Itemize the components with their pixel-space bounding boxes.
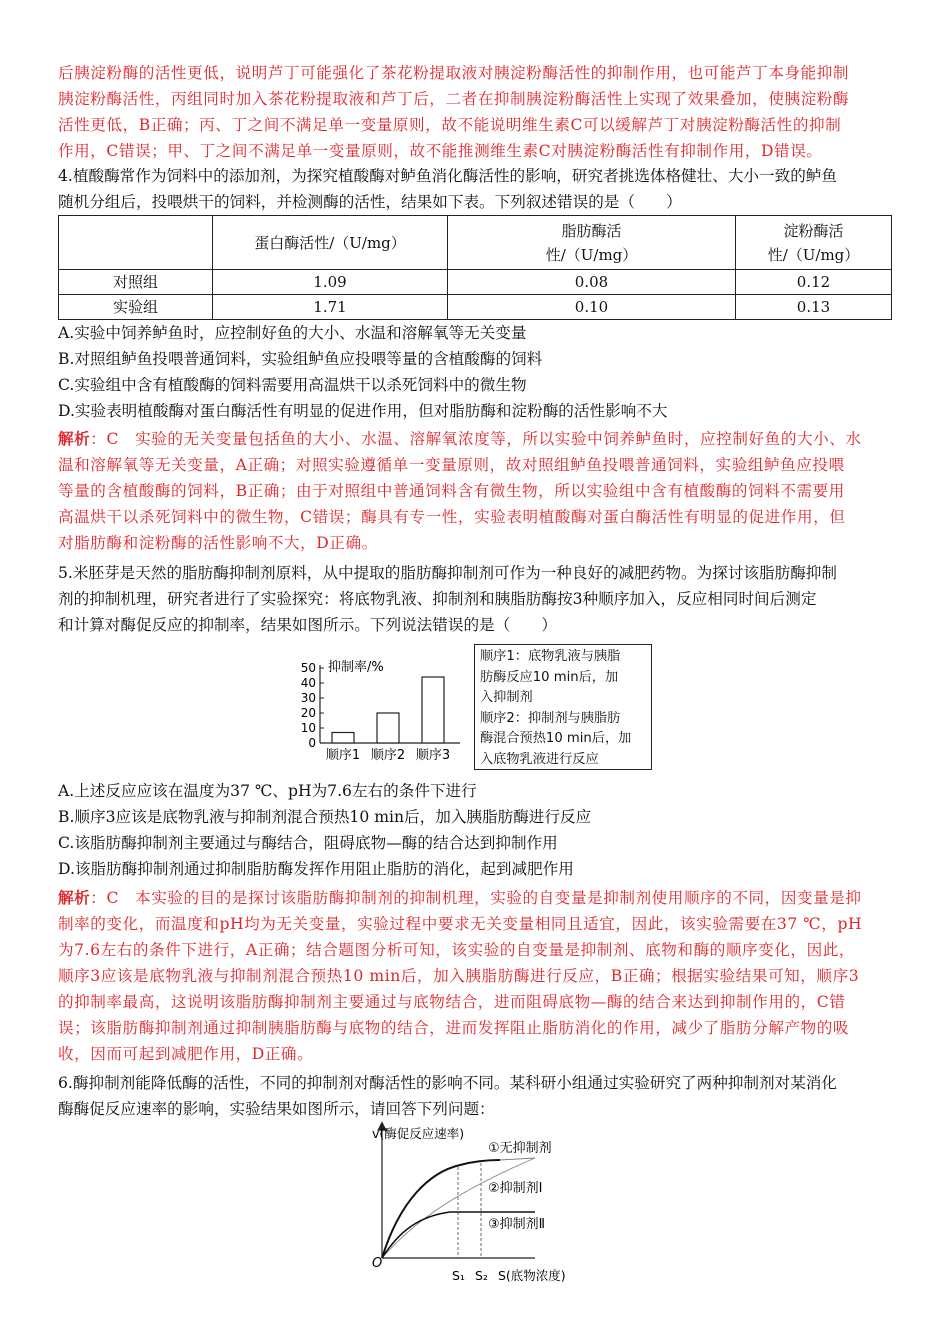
origin-label: O: [372, 1256, 383, 1271]
legend-line: 肪酶反应10 min后，加: [480, 669, 619, 685]
text-line: 后胰淀粉酶的活性更低，说明芦丁可能强化了茶花粉提取液对胰淀粉酶活性的抑制作用，也可能芦丁本身能抑制: [58, 64, 850, 82]
series-label: ③抑制剂Ⅱ: [488, 1217, 546, 1232]
text-line: 和计算对酶促反应的抑制率，结果如图所示。下列说法错误的是（ ）: [58, 616, 558, 634]
header-line: 淀粉酶活: [783, 221, 844, 240]
enzyme-table: [58, 215, 892, 320]
text-line: 温和溶解氧等无关变量，A正确；对照实验遵循单一变量原则，故对照组鲈鱼投喂普通饲料，实验组鲈鱼应投喂: [58, 456, 845, 474]
option-c: C.实验组中含有植酸酶的饲料需要用高温烘干以杀死饲料中的微生物: [58, 376, 527, 394]
text-line: 收，因而可起到减肥作用，D正确。: [58, 1045, 314, 1063]
text-line: 6.酶抑制剂能降低酶的活性，不同的抑制剂对酶活性的影响不同。某科研小组通过实验研究了两种抑制剂对某消化: [58, 1074, 837, 1092]
text-line: 对脂肪酶和淀粉酶的活性影响不大，D正确。: [58, 534, 378, 552]
curve-no-inhibitor: [382, 1160, 500, 1258]
text-line: 4.植酸酶常作为饲料中的添加剂，为探究植酸酶对鲈鱼消化酶活性的影响，研究者挑选体格健壮、大小一致的鲈鱼: [58, 167, 837, 185]
s1-label: S₁: [452, 1268, 465, 1283]
q5-options: [58, 778, 892, 882]
legend-line: 顺序1：底物乳液与胰脂: [480, 649, 621, 664]
text-line: 顺序3应该是底物乳液与抑制剂混合预热10 min后，加入胰脂肪酶进行反应，B正确；根据实验结果可知，顺序3: [58, 967, 860, 985]
text-line: 酶酶促反应速率的影响，实验结果如图所示，请回答下列问题：: [58, 1100, 495, 1118]
header-line: 性/（U/mg）: [767, 245, 860, 264]
table-cell: 0.08: [448, 270, 736, 295]
q4-stem: [58, 163, 892, 215]
q6-stem: [58, 1070, 892, 1122]
option-a: A.实验中饲养鲈鱼时，应控制好鱼的大小、水温和溶解氧等无关变量: [58, 324, 527, 342]
table-header-cell: 蛋白酶活性/（U/mg）: [213, 216, 448, 270]
table-cell: 0.13: [736, 295, 892, 320]
s2-label: S₂: [475, 1268, 488, 1283]
order-legend-box: [474, 644, 652, 770]
y-tick-label: 0: [308, 736, 316, 750]
text-line: 高温烘干以杀死饲料中的微生物，C错误；酶具有专一性，实验表明植酸酶对蛋白酶活性有明显的促进作用，但: [58, 508, 846, 526]
y-axis-label: v(酶促反应速率): [372, 1126, 465, 1141]
table-header-cell: [59, 216, 213, 270]
analysis-text: ：C 实验的无关变量包括鱼的大小、水温、溶解氧浓度等，所以实验中饲养鲈鱼时，应控制好鱼的大小、水: [90, 430, 862, 448]
table-cell: 0.10: [448, 295, 736, 320]
legend-line: 酶混合预热10 min后，加: [480, 731, 632, 746]
option-a: A.上述反应应该在温度为37 ℃、pH为7.6左右的条件下进行: [58, 782, 477, 800]
y-tick-label: 30: [300, 691, 316, 705]
text-line: 5.米胚芽是天然的脂肪酶抑制剂原料，从中提取的脂肪酶抑制剂可作为一种良好的减肥药物。为探讨该脂肪酶抑制: [58, 564, 837, 582]
table-row: [59, 270, 892, 295]
text-line: 随机分组后，投喂烘干的饲料，并检测酶的活性，结果如下表。下列叙述错误的是（ ）: [58, 193, 682, 211]
option-d: D.实验表明植酸酶对蛋白酶活性有明显的促进作用，但对脂肪酶和淀粉酶的活性影响不大: [58, 402, 668, 420]
inhibition-bar-chart: [290, 655, 470, 770]
analysis-label: 解析: [58, 888, 91, 907]
q5-stem: [58, 560, 892, 638]
table-cell: 0.12: [736, 270, 892, 295]
option-d: D.该脂肪酶抑制剂通过抑制脂肪酶发挥作用阻止脂肪的消化，起到减肥作用: [58, 860, 574, 878]
reaction-rate-chart: [360, 1120, 610, 1285]
text-line: 制率的变化，而温度和pH均为无关变量，实验过程中要求无关变量相同且适宜，因此，该实验需要在37 ℃，pH: [58, 915, 863, 933]
text-line: 误；该脂肪酶抑制剂通过抑制胰脂肪酶与底物的结合，进而发挥阻止脂肪消化的作用，减少了脂肪分解产物的吸: [58, 1019, 850, 1037]
y-tick-label: 40: [300, 676, 316, 690]
y-tick-label: 50: [300, 661, 316, 675]
top-explanation: [58, 60, 892, 164]
legend-line: 入抑制剂: [480, 690, 533, 705]
x-axis-label: S(底物浓度): [498, 1268, 566, 1283]
q4-options: [58, 320, 892, 424]
table-cell: 1.09: [213, 270, 448, 295]
q4-analysis: [58, 426, 892, 556]
table-cell: 对照组: [59, 270, 213, 295]
table-row: [59, 295, 892, 320]
text-line: 为7.6左右的条件下进行，A正确；结合题图分析可知，该实验的自变量是抑制剂、底物和酶的顺序变化，因此，: [58, 941, 856, 959]
category-label: 顺序2: [370, 748, 406, 763]
series-label: ①无抑制剂: [488, 1141, 552, 1156]
table-cell: 实验组: [59, 295, 213, 320]
text-line: 剂的抑制机理，研究者进行了实验探究：将底物乳液、抑制剂和胰脂肪酶按3种顺序加入，反应相同时间后测定: [58, 590, 817, 608]
bar: [332, 733, 354, 744]
table-header-cell: [736, 216, 892, 270]
legend-line: 入底物乳液进行反应: [480, 751, 599, 767]
text-line: [58, 426, 892, 452]
text-line: 活性更低，B正确；丙、丁之间不满足单一变量原则，故不能说明维生素C可以缓解芦丁对胰淀粉酶活性的抑制: [58, 116, 842, 134]
legend-line: 顺序2：抑制剂与胰脂肪: [480, 710, 621, 726]
curve-no-inhibitor-tail: [500, 1158, 535, 1160]
category-label: 顺序3: [415, 748, 451, 763]
bar: [377, 713, 399, 743]
text-line: 胰淀粉酶活性，丙组同时加入茶花粉提取液和芦丁后，二者在抑制胰淀粉酶活性上实现了效果叠加，使胰淀粉酶: [58, 90, 850, 108]
header-line: 脂肪酶活: [561, 221, 622, 240]
y-tick-label: 20: [300, 706, 316, 720]
text-line: 作用，C错误；甲、丁之间不满足单一变量原则，故不能推测维生素C对胰淀粉酶活性有抑制作用，D错误。: [58, 142, 823, 160]
option-c: C.该脂肪酶抑制剂主要通过与酶结合，阻碍底物—酶的结合达到抑制作用: [58, 834, 558, 852]
text-line: [58, 885, 892, 911]
category-label: 顺序1: [325, 748, 361, 763]
analysis-label: 解析: [58, 429, 91, 448]
q5-analysis: [58, 885, 892, 1067]
option-b: B.顺序3应该是底物乳液与抑制剂混合预热10 min后，加入胰脂肪酶进行反应: [58, 808, 592, 826]
header-line: 性/（U/mg）: [545, 245, 638, 264]
text-line: 等量的含植酸酶的饲料，B正确；由于对照组中普通饲料含有微生物，所以实验组中含有植酸酶的饲料不需要用: [58, 482, 845, 500]
series-label: ②抑制剂Ⅰ: [488, 1181, 543, 1196]
text-line: 的抑制率最高，这说明该脂肪酶抑制剂主要通过与底物结合，进而阻碍底物—酶的结合来达到抑制作用的，C错: [58, 993, 846, 1011]
option-b: B.对照组鲈鱼投喂普通饲料，实验组鲈鱼应投喂等量的含植酸酶的饲料: [58, 350, 543, 368]
analysis-text: ：C 本实验的目的是探讨该脂肪酶抑制剂的抑制机理，实验的自变量是抑制剂使用顺序的不同，因变量是抑: [90, 889, 862, 907]
table-header-row: [59, 216, 892, 270]
table-header-cell: [448, 216, 736, 270]
table-cell: 1.71: [213, 295, 448, 320]
y-axis-label: 抑制率/%: [328, 660, 384, 675]
y-tick-label: 10: [300, 721, 316, 735]
bar: [422, 677, 444, 743]
